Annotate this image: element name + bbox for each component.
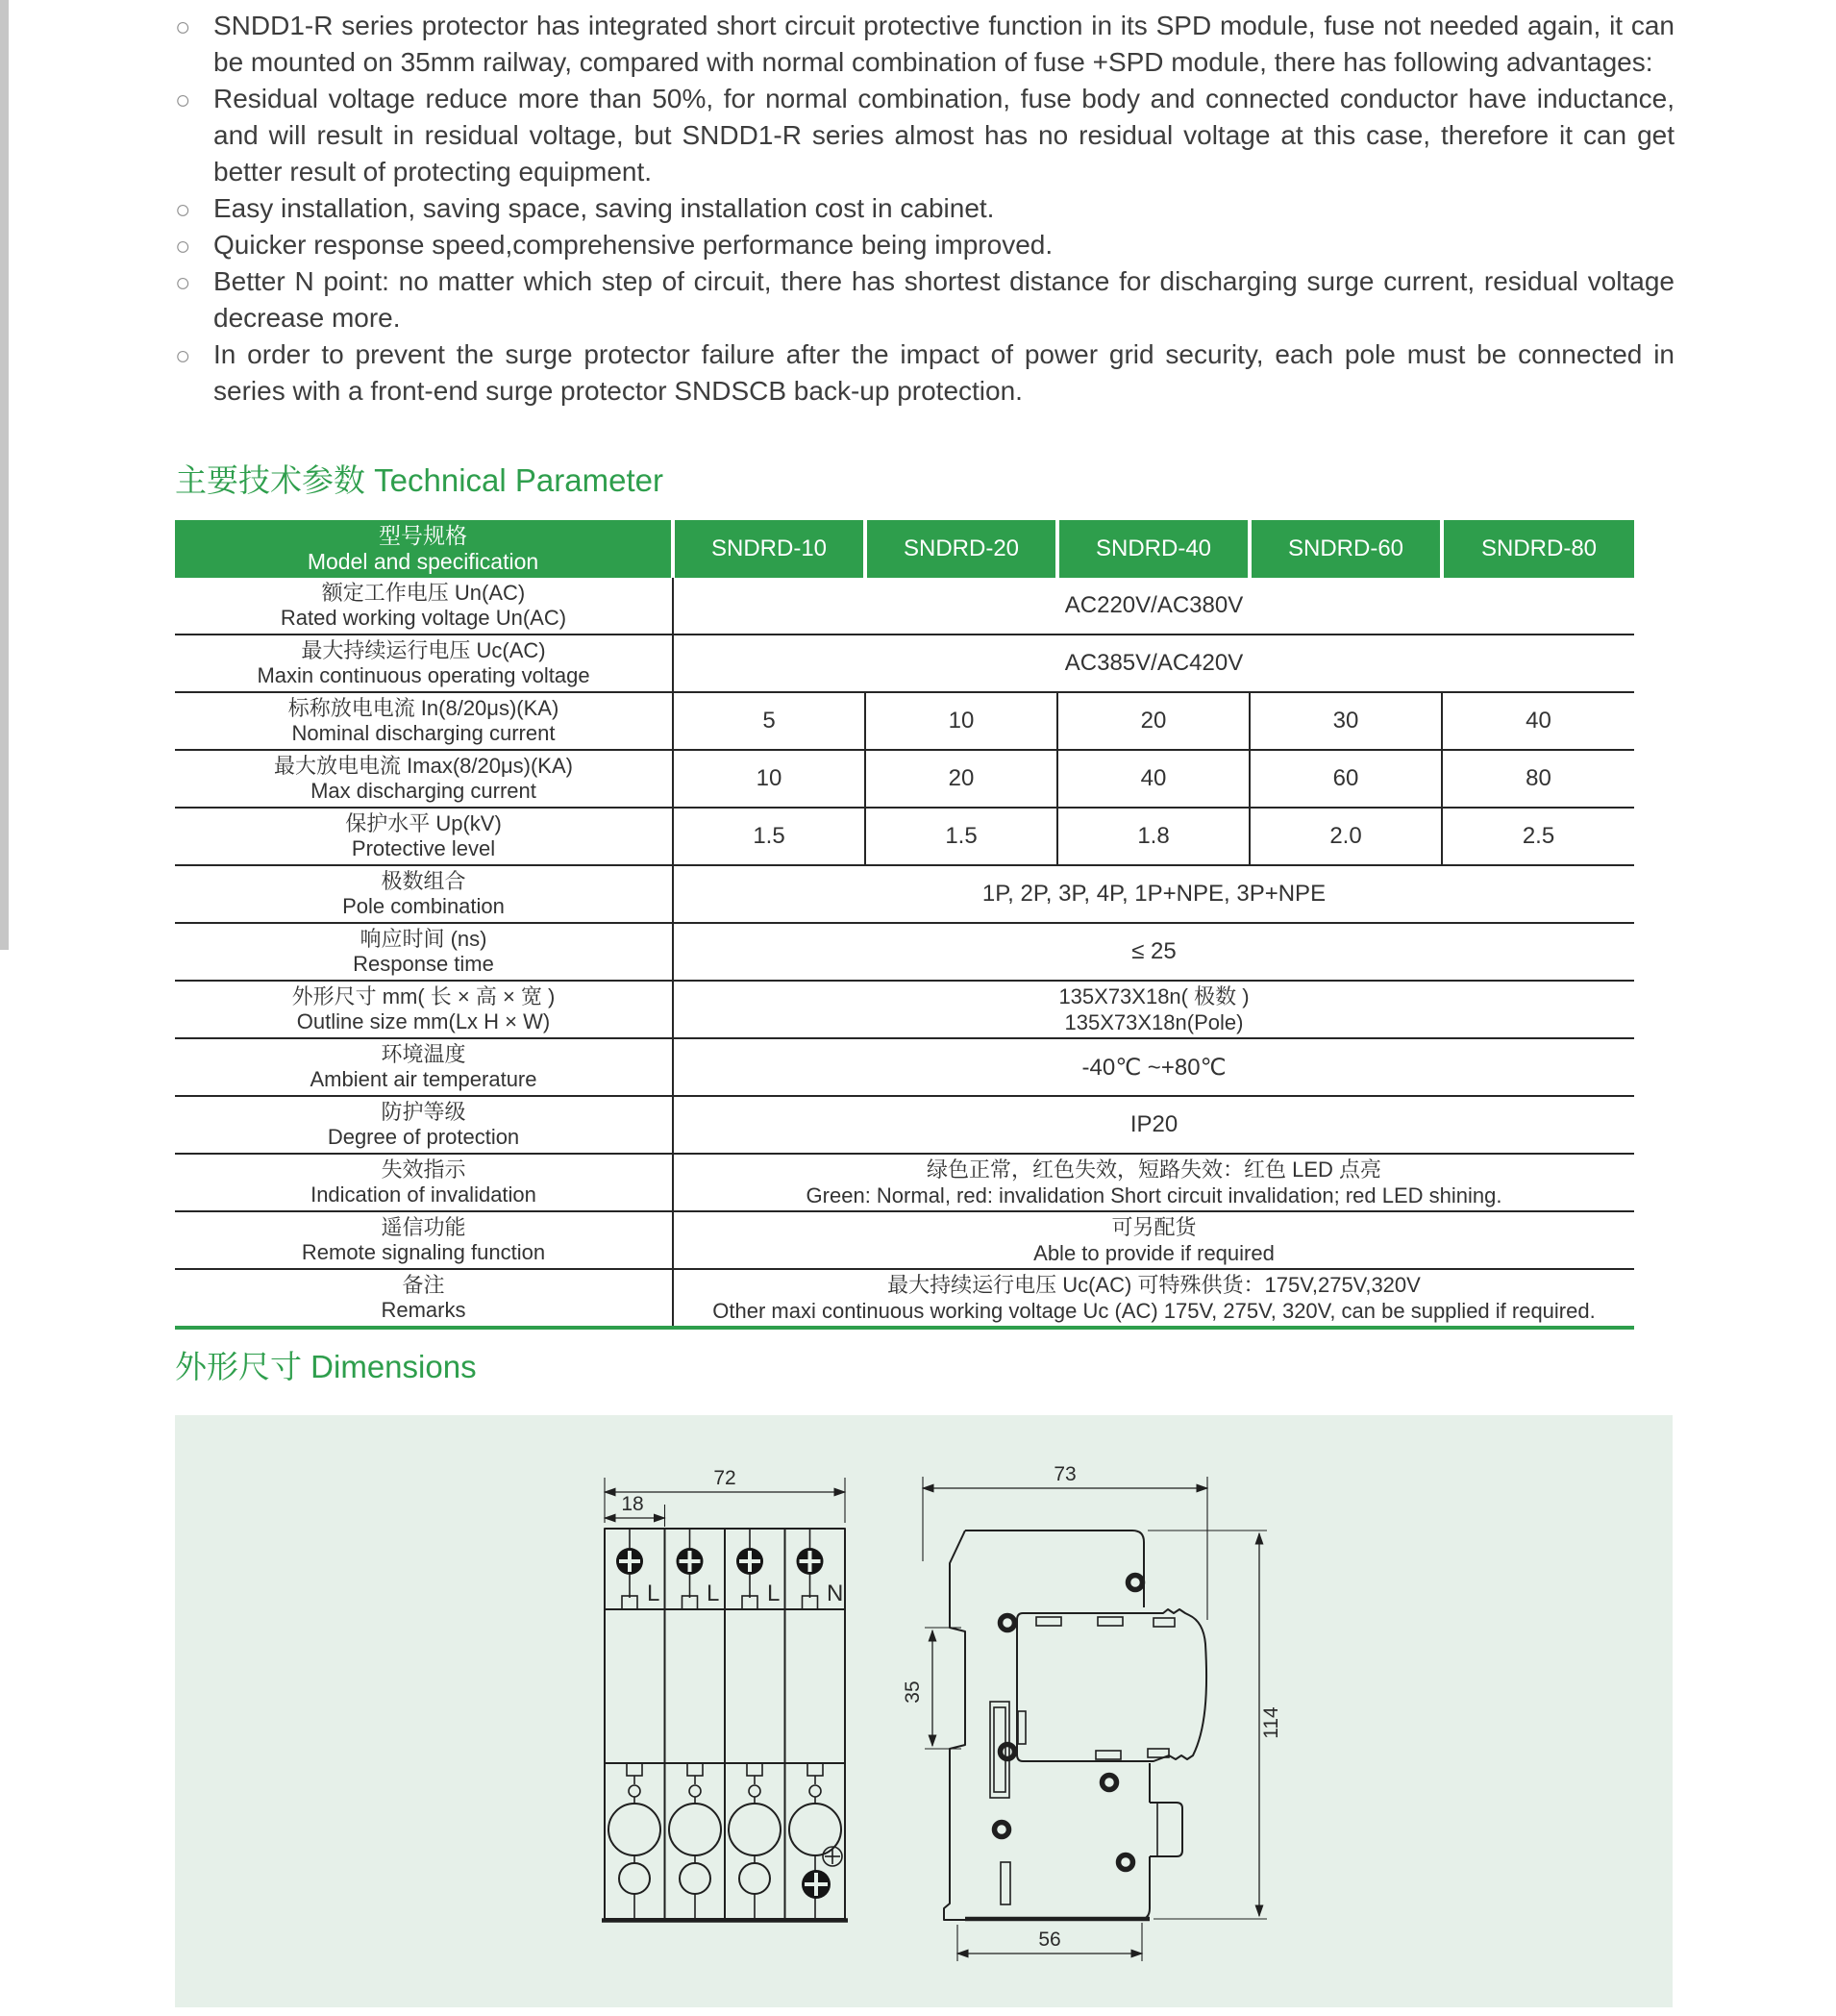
side-width-dim: 73 (1054, 1463, 1077, 1485)
front-view-drawing (594, 1463, 856, 1923)
row-label-en: Pole combination (342, 894, 505, 918)
feature-bullet (175, 8, 1675, 81)
merged-value-cell: ≤ 25 (673, 923, 1634, 981)
row-label (175, 1269, 673, 1328)
merged-value-cell: AC220V/AC380V (673, 578, 1634, 635)
row-label-cn: 标称放电电流 In(8/20μs)(KA) (287, 696, 559, 720)
table-row (175, 635, 1634, 692)
table-row (175, 1269, 1634, 1328)
row-label-cn: 极数组合 (381, 869, 466, 893)
table-row (175, 808, 1634, 865)
side-rail-dim: 35 (902, 1680, 924, 1704)
bullet-circle-icon: ○ (175, 86, 191, 114)
terminal-label-4: N (827, 1580, 844, 1606)
bullet-text: Easy installation, saving space, saving installation cost in cabinet. (213, 193, 995, 223)
model-spec-header-cn: 型号规格 (379, 523, 467, 548)
bullet-text: Better N point: no matter which step of circuit, there has shortest distance for discharging surge current, residual voltage decrease more. (213, 266, 1675, 333)
front-module-width-dim: 18 (621, 1493, 644, 1515)
merged-value-line1: 绿色正常，红色失效，短路失效：红色 LED 点亮 (926, 1157, 1382, 1182)
model-column-header: SNDRD-60 (1250, 520, 1442, 578)
table-row (175, 981, 1634, 1038)
row-label (175, 1096, 673, 1154)
table-row (175, 750, 1634, 808)
row-label (175, 1038, 673, 1096)
row-label-en: Rated working voltage Un(AC) (280, 606, 567, 630)
value-cell: 1.8 (1057, 808, 1250, 865)
merged-value-line2: Other maxi continuous working voltage Uc (AC) 175V, 275V, 320V, can be supplied if required. (712, 1299, 1596, 1323)
row-label-en: Outline size mm(Lx H × W) (296, 1009, 551, 1033)
row-label (175, 750, 673, 808)
bullet-text: In order to prevent the surge protector failure after the impact of power grid security, each pole must be connected in series with a front-end surge protector SNDSCB back-up protection. (213, 339, 1675, 406)
side-depth-dim: 56 (1038, 1929, 1061, 1951)
bullet-circle-icon: ○ (175, 12, 191, 41)
bullet-circle-icon: ○ (175, 341, 191, 370)
terminal-screw-1 (616, 1529, 643, 1609)
row-label-en: Nominal discharging current (291, 721, 556, 745)
row-label-cn: 保护水平 Up(kV) (345, 811, 502, 835)
terminal-label-1: L (647, 1580, 660, 1606)
row-label-cn: 备注 (402, 1273, 445, 1297)
table-row (175, 578, 1634, 635)
table-row (175, 923, 1634, 981)
row-label-cn: 响应时间 (ns) (360, 927, 487, 951)
dimensions-panel (175, 1415, 1673, 2007)
merged-value-cell: AC385V/AC420V (673, 635, 1634, 692)
feature-bullet (175, 190, 1675, 227)
page-edge-strip (0, 0, 9, 950)
value-cell: 30 (1250, 692, 1442, 750)
table-row (175, 692, 1634, 750)
value-cell: 80 (1442, 750, 1634, 808)
bullet-circle-icon: ○ (175, 268, 191, 297)
technical-parameter-title: 主要技术参数 Technical Parameter (175, 462, 663, 498)
terminal-screw-4 (797, 1529, 824, 1609)
merged-value-cell (673, 1154, 1634, 1211)
terminal-screw-2 (677, 1529, 704, 1609)
merged-value-line1: 可另配货 (1111, 1215, 1197, 1239)
row-label (175, 1154, 673, 1211)
table-body (175, 578, 1634, 1328)
merged-value-line2: Green: Normal, red: invalidation Short circuit invalidation; red LED shining. (806, 1183, 1502, 1207)
feature-bullet (175, 227, 1675, 263)
side-view-drawing (902, 1461, 1286, 1985)
row-label (175, 923, 673, 981)
table-row (175, 1096, 1634, 1154)
row-label (175, 808, 673, 865)
row-label-en: Remarks (381, 1298, 466, 1322)
table-row (175, 1154, 1634, 1211)
merged-value-line2: Able to provide if required (1033, 1241, 1275, 1265)
merged-value-cell: 1P, 2P, 3P, 4P, 1P+NPE, 3P+NPE (673, 865, 1634, 923)
cartridge-2 (669, 1763, 721, 1919)
technical-parameter-table (175, 520, 1634, 1330)
row-label-cn: 失效指示 (381, 1157, 466, 1182)
row-label-en: Degree of protection (327, 1125, 520, 1149)
row-label-cn: 最大放电电流 Imax(8/20μs)(KA) (274, 754, 573, 778)
model-column-header: SNDRD-10 (673, 520, 865, 578)
table-row (175, 1211, 1634, 1269)
value-cell: 10 (865, 692, 1057, 750)
row-label (175, 692, 673, 750)
table-row (175, 865, 1634, 923)
merged-value-line1: 135X73X18n( 极数 ) (1058, 984, 1250, 1008)
value-cell: 10 (673, 750, 865, 808)
value-cell: 1.5 (673, 808, 865, 865)
value-cell: 20 (1057, 692, 1250, 750)
merged-value-cell: IP20 (673, 1096, 1634, 1154)
row-label-cn: 额定工作电压 Un(AC) (321, 581, 526, 605)
row-label-cn: 防护等级 (381, 1100, 466, 1124)
feature-list (175, 8, 1675, 410)
value-cell: 2.5 (1442, 808, 1634, 865)
row-label (175, 1211, 673, 1269)
merged-value-line1: 最大持续运行电压 Uc(AC) 可特殊供货：175V,275V,320V (887, 1273, 1421, 1297)
bullet-text: Quicker response speed,comprehensive performance being improved. (213, 230, 1054, 260)
row-label-cn: 外形尺寸 mm( 长 × 高 × 宽 ) (291, 984, 556, 1008)
cartridge-4 (789, 1763, 842, 1919)
cartridge-3 (729, 1763, 781, 1919)
model-spec-header (175, 520, 673, 578)
row-label-en: Protective level (351, 836, 496, 860)
value-cell: 2.0 (1250, 808, 1442, 865)
bullet-circle-icon: ○ (175, 232, 191, 261)
terminal-label-2: L (707, 1580, 720, 1606)
feature-bullet (175, 81, 1675, 190)
row-label-en: Indication of invalidation (310, 1182, 536, 1207)
value-cell: 40 (1442, 692, 1634, 750)
value-cell: 20 (865, 750, 1057, 808)
table-row (175, 1038, 1634, 1096)
row-label (175, 865, 673, 923)
row-label-cn: 遥信功能 (381, 1215, 466, 1239)
value-cell: 40 (1057, 750, 1250, 808)
row-label (175, 981, 673, 1038)
merged-value-cell (673, 1211, 1634, 1269)
row-label-en: Ambient air temperature (310, 1067, 537, 1091)
merged-value-cell (673, 1269, 1634, 1328)
row-label-en: Maxin continuous operating voltage (257, 663, 590, 687)
model-column-header: SNDRD-80 (1442, 520, 1634, 578)
merged-value-cell (673, 981, 1634, 1038)
value-cell: 5 (673, 692, 865, 750)
merged-value-cell: -40℃ ~+80℃ (673, 1038, 1634, 1096)
row-label-en: Response time (353, 952, 494, 976)
feature-bullet (175, 336, 1675, 410)
row-label (175, 578, 673, 635)
feature-bullet (175, 263, 1675, 336)
row-label-en: Remote signaling function (301, 1240, 546, 1264)
row-label-cn: 环境温度 (381, 1042, 466, 1066)
terminal-label-3: L (767, 1580, 781, 1606)
row-label-en: Max discharging current (310, 779, 536, 803)
row-label-cn: 最大持续运行电压 Uc(AC) (301, 638, 546, 662)
model-column-header: SNDRD-40 (1057, 520, 1250, 578)
cartridge-1 (608, 1763, 660, 1919)
value-cell: 60 (1250, 750, 1442, 808)
side-height-dim: 114 (1260, 1706, 1282, 1739)
front-total-width-dim: 72 (713, 1467, 736, 1489)
value-cell: 1.5 (865, 808, 1057, 865)
model-column-header: SNDRD-20 (865, 520, 1057, 578)
merged-value-line2: 135X73X18n(Pole) (1064, 1010, 1244, 1034)
bullet-text: Residual voltage reduce more than 50%, for normal combination, fuse body and connected conductor have inductance, and will result in residual voltage, but SNDD1-R series almost has no residual voltage at this case, therefore it can get better result of protecting equipment. (213, 84, 1675, 187)
row-label (175, 635, 673, 692)
bullet-text: SNDD1-R series protector has integrated short circuit protective function in its SPD module, fuse not needed again, it can be mounted on 35mm railway, compared with normal combination of fuse +SPD module, there has following advantages: (213, 11, 1675, 77)
terminal-screw-3 (736, 1529, 763, 1609)
model-spec-header-en: Model and specification (307, 549, 539, 574)
dimensions-title: 外形尺寸 Dimensions (175, 1349, 477, 1384)
bullet-circle-icon: ○ (175, 195, 191, 224)
table-header-row (175, 520, 1634, 578)
